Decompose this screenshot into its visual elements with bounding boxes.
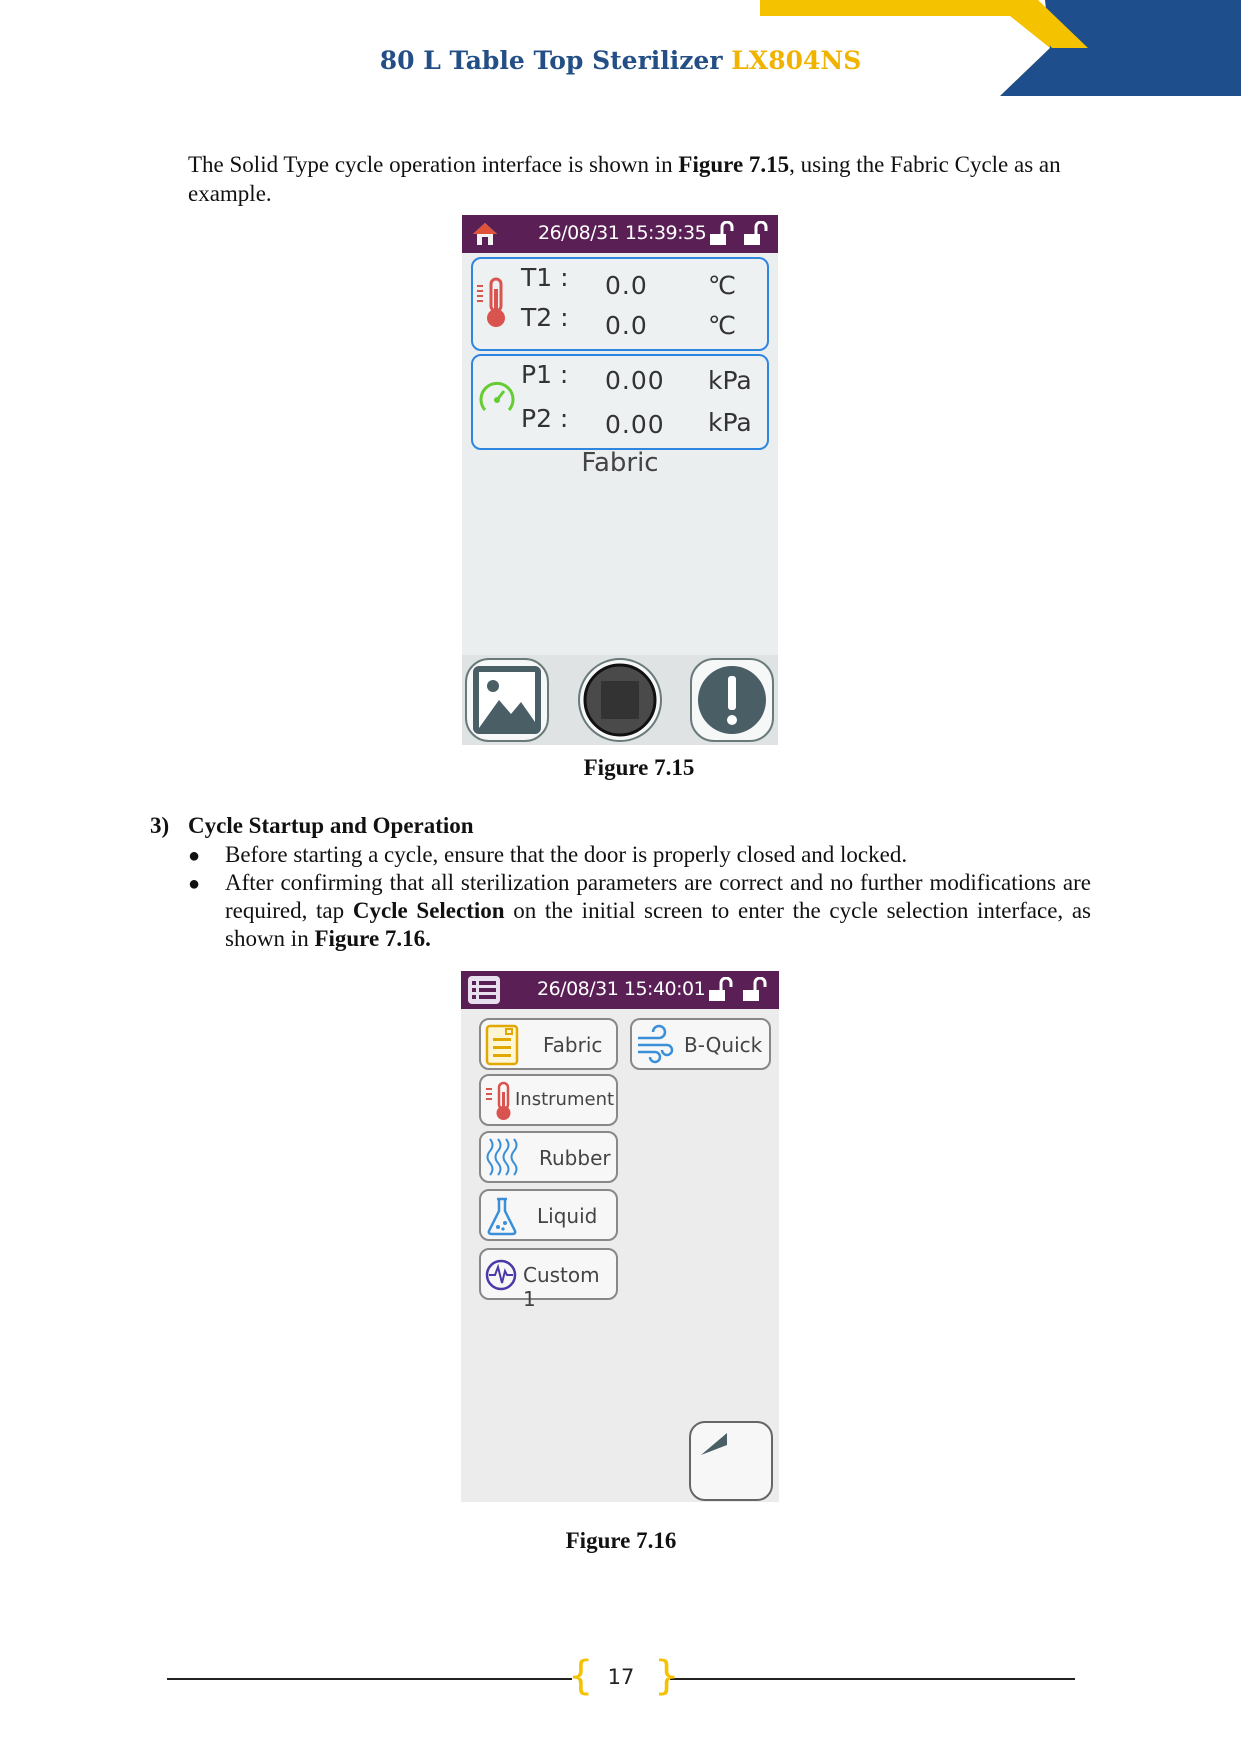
p1-label: P1 : [521, 360, 569, 389]
fabric-icon [484, 1024, 520, 1066]
stop-button[interactable] [578, 658, 662, 742]
alarm-button[interactable] [690, 658, 774, 742]
header-accent-bar [760, 0, 1015, 16]
bullet-2-text-1: After confirming that all sterilization parameters are correct and no further modifications are required, tap [225, 870, 1091, 923]
p2-unit: kPa [708, 408, 752, 437]
door-lock-1-icon [707, 977, 737, 1003]
flask-icon [484, 1195, 520, 1237]
bullet-2-bold-2: Figure 7.16. [314, 926, 431, 951]
cycle-button-rubber[interactable] [479, 1131, 618, 1183]
gallery-button[interactable] [465, 658, 549, 742]
door-lock-1-icon [708, 221, 738, 247]
cycle-label-instrument: Instrument [515, 1089, 615, 1110]
cycle-button-instrument[interactable] [479, 1074, 618, 1126]
door-lock-2-icon [742, 221, 772, 247]
status-clock: 26/08/31 15:40:01 [537, 978, 706, 1000]
back-button[interactable] [689, 1421, 773, 1501]
thermometer-icon [475, 275, 515, 331]
cycle-label-b-quick: B-Quick [684, 1033, 763, 1057]
page-number: 17 [607, 1665, 635, 1689]
footer-bracket-right: } [654, 1653, 680, 1699]
cycle-label-fabric: Fabric [543, 1033, 603, 1057]
t2-label: T2 : [521, 303, 569, 332]
status-bar [462, 215, 778, 253]
bullet-text-1: Before starting a cycle, ensure that the door is properly closed and locked. [225, 842, 908, 867]
intro-text-2: , using the Fabric Cycle as an example. [188, 152, 1061, 206]
cycle-label-rubber: Rubber [539, 1146, 611, 1170]
section-number: 3) [150, 813, 170, 838]
image-icon [471, 664, 543, 736]
footer-line-left [167, 1678, 572, 1680]
bullet-2-bold-1: Cycle Selection [352, 898, 505, 923]
figure-7-16-caption: Figure 7.16 [565, 1528, 677, 1553]
temperature-panel [471, 257, 769, 351]
p1-unit: kPa [708, 366, 752, 395]
bullet-marker-1: ● [188, 845, 201, 867]
back-arrow-icon [697, 1427, 767, 1495]
waves-icon [484, 1137, 524, 1179]
t1-value: 0.0 [605, 271, 648, 300]
bullet-text-2 [225, 869, 1091, 953]
intro-text-1: The Solid Type cycle operation interface is shown in [188, 152, 679, 177]
cycle-button-liquid[interactable] [479, 1189, 618, 1241]
figure-7-16-screen [461, 971, 779, 1502]
p2-value: 0.00 [605, 410, 665, 439]
pulse-icon [484, 1254, 520, 1296]
exclamation-icon [696, 664, 768, 736]
menu-list-icon[interactable] [467, 975, 501, 1005]
cycle-label-custom-1: Custom 1 [523, 1263, 600, 1311]
figure-7-15-screen [462, 215, 778, 745]
document-model: LX804NS [731, 46, 862, 75]
bullet-2-text-2: on the initial screen to enter the cycle selection interface, as shown in [225, 898, 1091, 951]
cycle-button-custom-1[interactable] [479, 1248, 618, 1311]
section-title: Cycle Startup and Operation [188, 813, 474, 838]
t1-label: T1 : [521, 263, 569, 292]
document-title [0, 46, 1241, 75]
door-lock-2-icon [741, 977, 771, 1003]
cycle-button-b-quick[interactable] [630, 1018, 771, 1070]
pressure-gauge-icon [477, 378, 517, 418]
home-icon[interactable] [472, 221, 498, 247]
stop-icon [583, 663, 657, 737]
current-cycle-name: Fabric [581, 448, 659, 478]
wind-icon [635, 1024, 675, 1066]
t2-unit: ℃ [708, 311, 737, 340]
intro-paragraph [188, 150, 1093, 208]
t2-value: 0.0 [605, 311, 648, 340]
status-clock: 26/08/31 15:39:35 [538, 222, 707, 244]
intro-figure-ref: Figure 7.15 [678, 152, 790, 177]
p2-label: P2 : [521, 404, 569, 433]
cycle-button-fabric[interactable] [479, 1018, 618, 1070]
t1-unit: ℃ [708, 271, 737, 300]
status-bar [461, 971, 779, 1009]
footer-line-right [670, 1678, 1075, 1680]
bullet-marker-2: ● [188, 873, 201, 895]
pressure-panel [471, 354, 769, 450]
document-title-main: 80 L Table Top Sterilizer [379, 46, 732, 75]
footer-bracket-left: { [568, 1653, 594, 1699]
p1-value: 0.00 [605, 366, 665, 395]
cycle-label-liquid: Liquid [537, 1204, 598, 1228]
figure-7-15-caption: Figure 7.15 [583, 755, 695, 780]
